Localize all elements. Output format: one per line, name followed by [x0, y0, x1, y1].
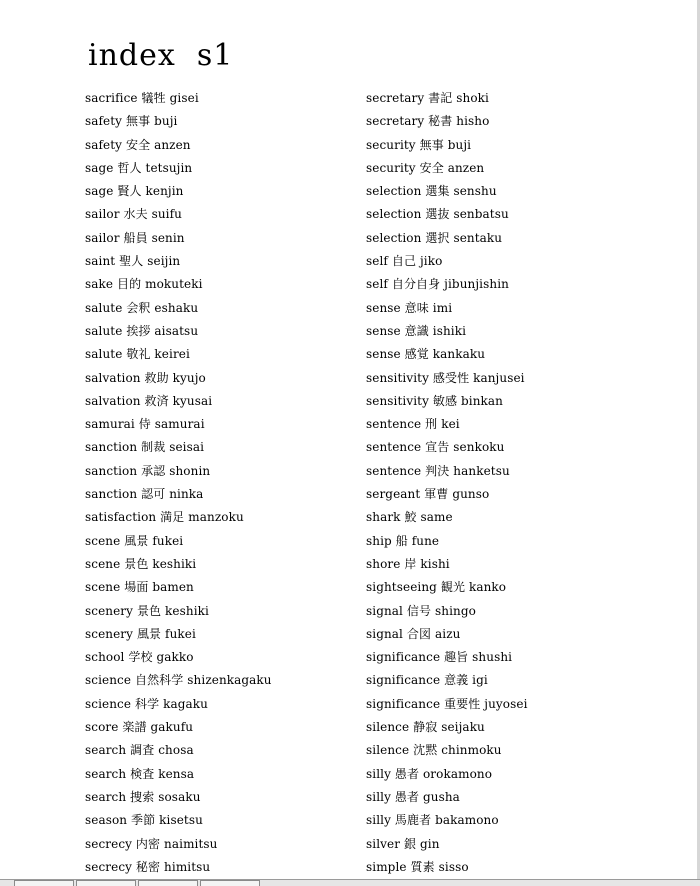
index-entry: satisfaction 満足 manzoku [85, 510, 244, 525]
index-entry: sentence 宣告 senkoku [366, 440, 505, 455]
index-entry: sacrifice 犠牲 gisei [85, 91, 199, 105]
index-entry: sense 感覚 kankaku [366, 347, 486, 362]
index-entry: shark 鮫 same [366, 510, 453, 525]
index-entry: science 自然科学 shizenkagaku [85, 673, 272, 688]
bottom-tab[interactable] [138, 880, 198, 886]
index-entry: significance 趣旨 shushi [366, 650, 513, 665]
page-title: index s1 [88, 38, 234, 73]
index-entry: silence 静寂 seijaku [366, 720, 485, 735]
index-entry: sensitivity 敏感 binkan [366, 393, 503, 408]
index-entry: sanction 承認 shonin [85, 463, 211, 478]
index-entry: significance 重要性 juyosei [366, 696, 528, 711]
index-entry: school 学校 gakko [85, 650, 194, 665]
index-entry: sanction 認可 ninka [85, 487, 204, 502]
index-entry: signal 信号 shingo [366, 603, 476, 618]
index-entry: season 季節 kisetsu [85, 813, 203, 828]
index-entry: security 無事 buji [366, 137, 472, 152]
index-entry: self 自分自身 jibunjishin [366, 277, 509, 292]
right-column [366, 87, 666, 879]
index-entry: silver 銀 gin [366, 836, 440, 851]
bottom-tab[interactable] [14, 880, 74, 886]
index-entry: silly 愚者 gusha [366, 789, 460, 804]
index-entry: salute 会釈 eshaku [85, 300, 199, 315]
index-entry: silence 沈黙 chinmoku [366, 743, 502, 758]
index-entry: selection 選抜 senbatsu [366, 207, 509, 222]
index-entry: simple 質素 sisso [366, 859, 469, 874]
bottom-tab-bar [0, 879, 700, 886]
index-entry: shore 岸 kishi [366, 556, 450, 571]
index-entry: security 安全 anzen [366, 160, 485, 175]
index-entry: selection 選集 senshu [366, 184, 497, 199]
index-entry: sailor 船員 senin [85, 230, 185, 245]
index-entry: self 自己 jiko [366, 254, 443, 269]
index-entry: saint 聖人 seijin [85, 254, 181, 269]
index-entry: sanction 制裁 seisai [85, 440, 205, 455]
index-entry: secretary 秘書 hisho [366, 114, 490, 129]
left-column [85, 87, 355, 879]
index-entry: signal 合図 aizu [366, 626, 461, 641]
index-entry: safety 無事 buji [85, 114, 178, 129]
index-entry: scene 景色 keshiki [85, 556, 197, 571]
index-entry: samurai 侍 samurai [85, 417, 205, 432]
index-entry: search 捜索 sosaku [85, 789, 201, 804]
bottom-tab[interactable] [200, 880, 260, 886]
index-entry: sake 目的 mokuteki [85, 277, 203, 292]
index-entry: sensitivity 感受性 kanjusei [366, 370, 525, 385]
index-entry: scene 場面 bamen [85, 580, 194, 595]
index-entry: secrecy 内密 naimitsu [85, 836, 218, 851]
index-entry: secrecy 秘密 himitsu [85, 859, 211, 874]
index-entry: sage 哲人 tetsujin [85, 160, 193, 175]
index-entry: salute 敬礼 keirei [85, 347, 190, 362]
index-entry: sense 意識 ishiki [366, 323, 467, 338]
index-entry: sense 意味 imi [366, 300, 453, 315]
index-entry: ship 船 fune [366, 533, 440, 548]
index-entry: safety 安全 anzen [85, 137, 191, 152]
index-entry: sailor 水夫 suifu [85, 207, 182, 222]
index-entry: silly 愚者 orokamono [366, 766, 493, 781]
index-entry: science 科学 kagaku [85, 696, 208, 711]
index-entry: silly 馬鹿者 bakamono [366, 813, 499, 828]
index-entry: salvation 救助 kyujo [85, 370, 206, 385]
index-entry: sage 賢人 kenjin [85, 184, 184, 199]
index-entry: score 楽譜 gakufu [85, 720, 194, 735]
bottom-tab[interactable] [76, 880, 136, 886]
index-entry: search 調査 chosa [85, 743, 194, 758]
index-entry: sentence 判決 hanketsu [366, 463, 510, 478]
index-entry: salute 挨拶 aisatsu [85, 323, 199, 338]
index-entry: search 検査 kensa [85, 766, 195, 781]
index-entry: selection 選択 sentaku [366, 230, 503, 245]
index-entry: sentence 刑 kei [366, 417, 460, 432]
index-entry: sergeant 軍曹 gunso [366, 487, 490, 502]
index-entry: scene 風景 fukei [85, 533, 184, 548]
index-entry: scenery 景色 keshiki [85, 603, 209, 618]
index-entry: scenery 風景 fukei [85, 626, 196, 641]
index-entry: significance 意義 igi [366, 673, 488, 688]
index-entry: salvation 救済 kyusai [85, 393, 213, 408]
index-entry: secretary 書記 shoki [366, 91, 489, 105]
index-entry: sightseeing 観光 kanko [366, 580, 507, 595]
